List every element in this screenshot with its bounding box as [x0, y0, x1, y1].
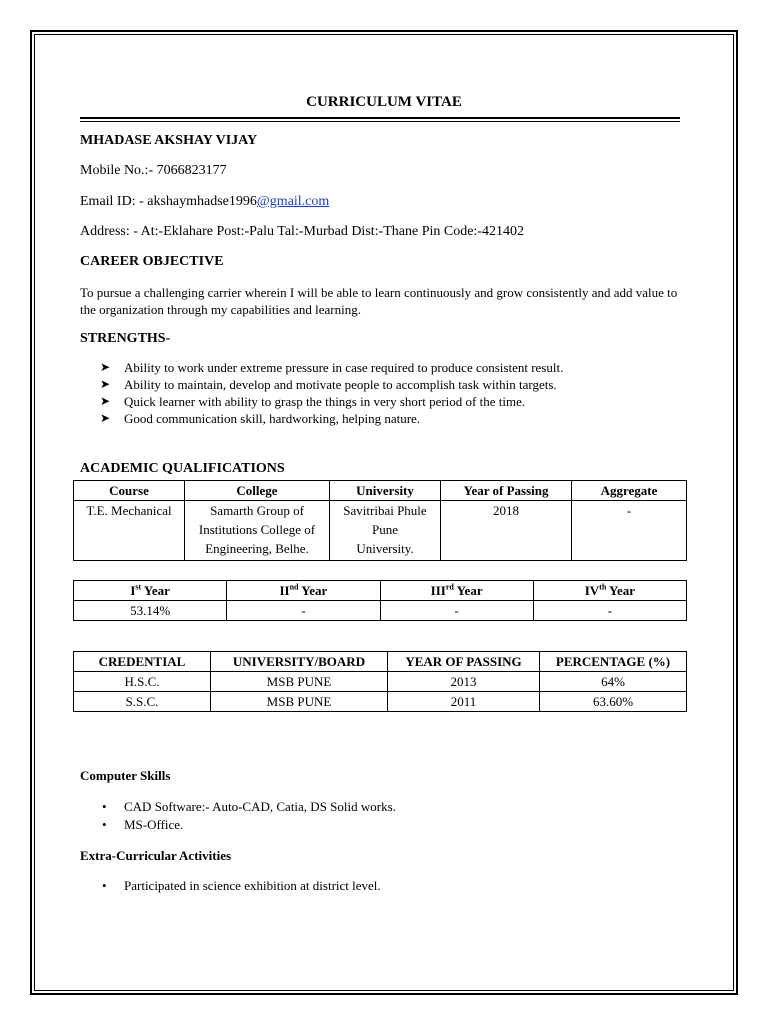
- table-row: [74, 601, 687, 621]
- table-row: [74, 692, 687, 712]
- list-item: • CAD Software:- Auto-CAD, Catia, DS Solid works.: [102, 799, 396, 814]
- table-header-cell: Ist Year: [74, 581, 227, 601]
- bullet-dot-icon: •: [102, 878, 107, 893]
- list-item: ➤ Ability to maintain, develop and motivate people to accomplish task within targets.: [100, 377, 557, 392]
- table-cell: -: [227, 601, 380, 621]
- email-link[interactable]: @gmail.com: [256, 194, 330, 209]
- table-cell: Samarth Group of Institutions College of Engineering, Belhe.: [185, 501, 330, 561]
- arrowhead-bullet-icon: ➤: [100, 377, 111, 391]
- table-cell: -: [533, 601, 686, 621]
- table-cell: 2013: [388, 672, 540, 692]
- address: Address: - At:-Eklahare Post:-Palu Tal:-Murbad Dist:-Thane Pin Code:-421402: [80, 224, 524, 239]
- table-cell: -: [572, 501, 687, 561]
- list-item: ➤ Good communication skill, hardworking, helping nature.: [100, 411, 421, 426]
- email-local-part: Email ID: - akshaymhadse1996: [80, 194, 257, 209]
- list-item: ➤ Quick learner with ability to grasp the things in very short period of the time.: [100, 394, 526, 409]
- academic-heading: ACADEMIC QUALIFICATIONS: [80, 461, 285, 476]
- table-header-cell: UNIVERSITY/BOARD: [211, 652, 388, 672]
- table-header-row: [74, 581, 687, 601]
- arrowhead-bullet-icon: ➤: [100, 360, 111, 374]
- table-cell: H.S.C.: [74, 672, 211, 692]
- title-rule-thin: [80, 121, 680, 122]
- mobile-number: Mobile No.:- 7066823177: [80, 163, 227, 178]
- credentials-table: [73, 651, 687, 712]
- table-header-cell: PERCENTAGE (%): [540, 652, 687, 672]
- candidate-name: MHADASE AKSHAY VIJAY: [80, 133, 258, 148]
- table-cell: T.E. Mechanical: [74, 501, 185, 561]
- year-wise-table: [73, 580, 687, 621]
- table-cell: MSB PUNE: [211, 672, 388, 692]
- table-cell: 53.14%: [74, 601, 227, 621]
- table-header-cell: University: [330, 481, 441, 501]
- table-cell: MSB PUNE: [211, 692, 388, 712]
- table-header-cell: Aggregate: [572, 481, 687, 501]
- table-row: [74, 672, 687, 692]
- strengths-heading: STRENGTHS-: [80, 331, 171, 346]
- table-header-cell: Year of Passing: [441, 481, 572, 501]
- table-header-cell: YEAR OF PASSING: [388, 652, 540, 672]
- extra-curricular-heading: Extra-Curricular Activities: [80, 848, 232, 863]
- academic-table: [73, 480, 687, 561]
- table-cell: Savitribai Phule Pune University.: [330, 501, 441, 561]
- list-item: ➤ Ability to work under extreme pressure in case required to produce consistent result.: [100, 360, 564, 375]
- career-objective-heading: CAREER OBJECTIVE: [80, 254, 224, 269]
- table-header-row: [74, 652, 687, 672]
- table-cell: 2018: [441, 501, 572, 561]
- strengths-list: [100, 359, 563, 427]
- list-item: • Participated in science exhibition at district level.: [102, 878, 381, 893]
- title-rule-thick: [80, 117, 680, 119]
- career-objective-text: To pursue a challenging carrier wherein I will be able to learn continuously and grow consistently and add value to the organization through my capabilities and learning.: [80, 285, 678, 317]
- table-cell: 64%: [540, 672, 687, 692]
- table-cell: S.S.C.: [74, 692, 211, 712]
- computer-skills-heading: Computer Skills: [80, 768, 171, 783]
- table-header-cell: IInd Year: [227, 581, 380, 601]
- table-header-cell: IVth Year: [533, 581, 686, 601]
- table-header-cell: Course: [74, 481, 185, 501]
- arrowhead-bullet-icon: ➤: [100, 411, 111, 425]
- table-cell: 63.60%: [540, 692, 687, 712]
- computer-skills-list: [100, 798, 396, 834]
- table-cell: 2011: [388, 692, 540, 712]
- table-row: [74, 501, 687, 561]
- table-header-cell: IIIrd Year: [380, 581, 533, 601]
- list-item: • MS-Office.: [102, 817, 184, 832]
- table-header-cell: CREDENTIAL: [74, 652, 211, 672]
- table-header-row: [74, 481, 687, 501]
- table-header-cell: College: [185, 481, 330, 501]
- bullet-dot-icon: •: [102, 817, 107, 832]
- table-cell: -: [380, 601, 533, 621]
- bullet-dot-icon: •: [102, 799, 107, 814]
- arrowhead-bullet-icon: ➤: [100, 394, 111, 408]
- extra-curricular-list: [100, 877, 381, 895]
- email-line: [80, 194, 329, 210]
- document-title: CURRICULUM VITAE: [306, 94, 462, 110]
